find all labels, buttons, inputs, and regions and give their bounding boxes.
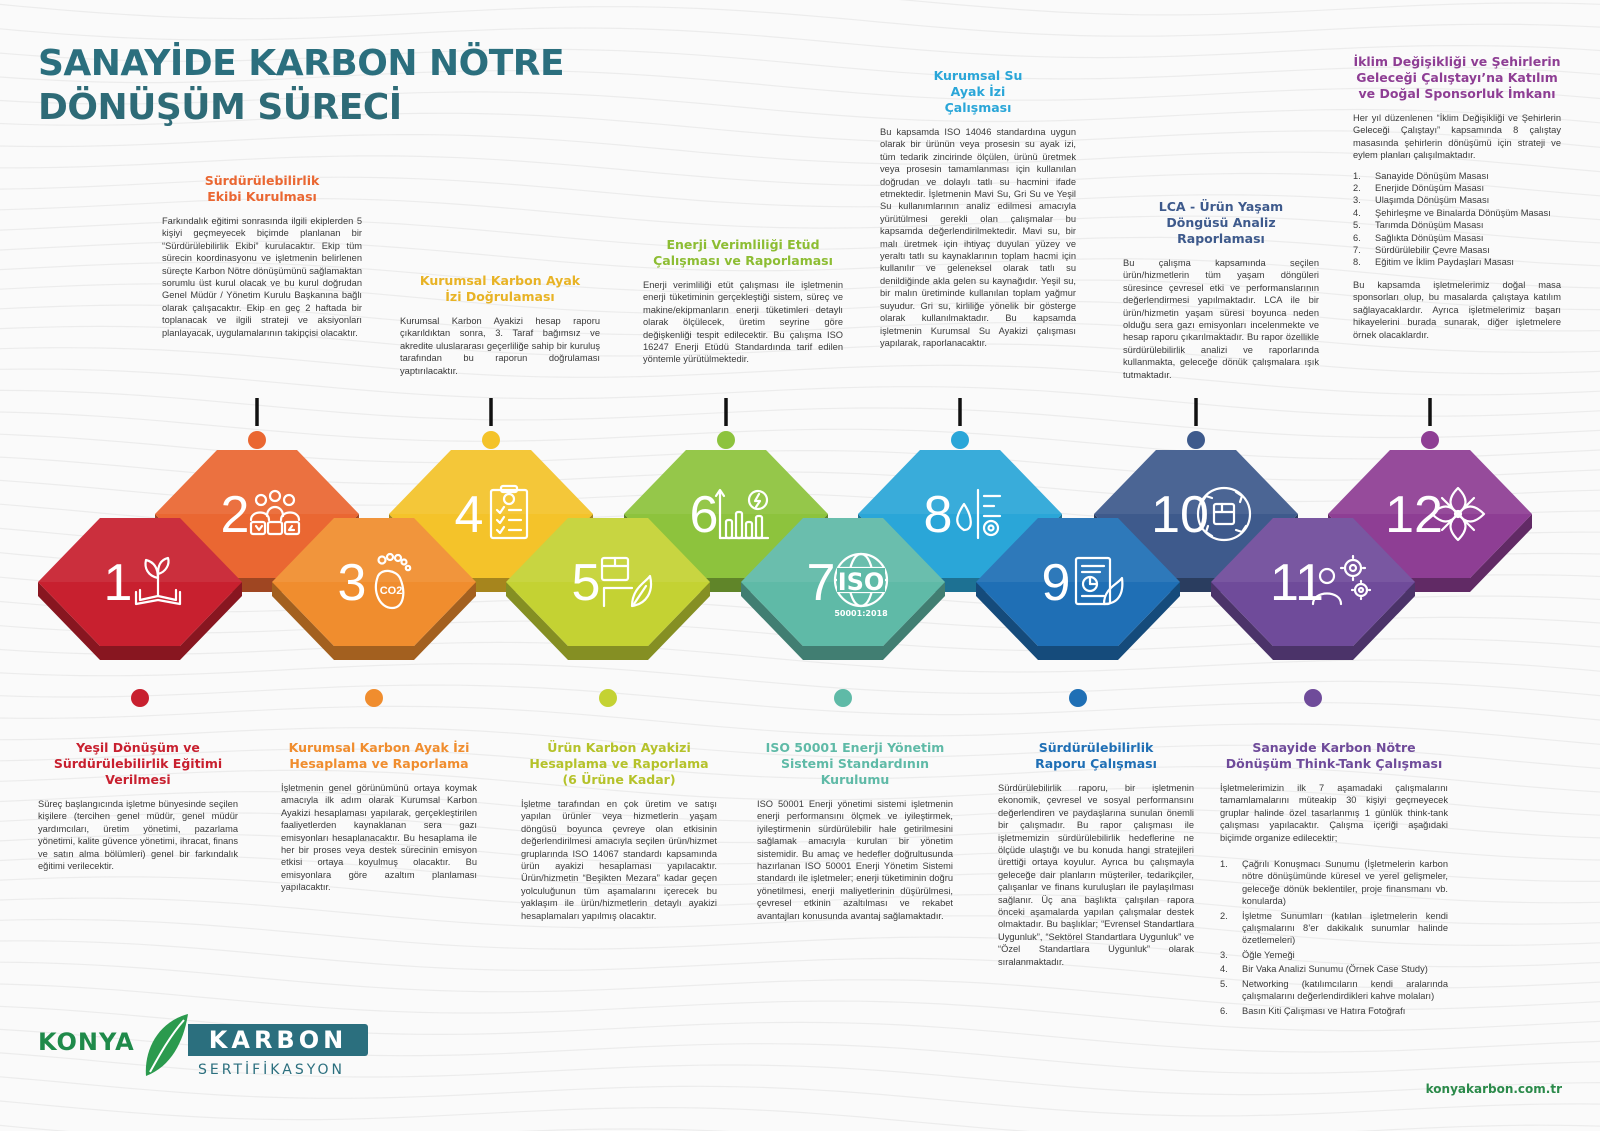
- step-1-body: Süreç başlangıcında işletme bünyesinde seçilen kişilere (tercihen genel müdür, genel müdür yardımcıları, üretim yönetimi, pazarlama yönetimi, kalite güvence yönetimi, ihracat, finans ve satın alma bölümleri) genel bir farkındalık eğitimi verilecektir.: [38, 799, 238, 872]
- list-item-number: 2.: [1220, 910, 1228, 921]
- list-item-number: 6.: [1220, 1005, 1228, 1016]
- list-item-text: İşletme Sunumları (katılan işletmelerin kendi çalışmalarını 8’er dakikalık sunumlar halinde özetlemeleri): [1242, 910, 1448, 946]
- svg-text:CO2: CO2: [379, 585, 403, 597]
- list-item-number: 3.: [1353, 195, 1361, 206]
- step-1-title: Yeşil Dönüşüm ve Sürdürülebilirlik Eğitimi Verilmesi: [53, 740, 223, 787]
- connector-dot: [717, 431, 735, 449]
- step-11-title: Sanayide Karbon Nötre Dönüşüm Think-Tank Çalışması: [1225, 740, 1443, 771]
- step-9-number: 9: [1041, 554, 1071, 612]
- list-item-number: 7.: [1353, 245, 1361, 256]
- list-item-text: Sanayide Dönüşüm Masası: [1375, 170, 1489, 181]
- list-item-text: Eğitim ve İklim Paydaşları Masası: [1375, 257, 1514, 268]
- list-item: [1220, 910, 1448, 947]
- list-item: [1353, 170, 1561, 182]
- logo-karbon-text: KARBON: [188, 1024, 368, 1056]
- step-4-number: 4: [454, 486, 484, 544]
- list-item: [1220, 1005, 1448, 1017]
- step-7-body: ISO 50001 Enerji yönetimi sistemi işletmenin enerji performansını ölçmek ve iyileştirmek, iyileştirmenin sürdürülebilir hale getirilmesini sağlamak amacıyla kurulan bir yönetim sistemidir. Bu amaç ve hedefler doğrultusunda hazırlanan ISO 50001 Enerji Yönetim Sistemi standardı ile işletmeler; enerji tüketiminin doğru yönetilmesi, enerji maliyetlerinin düşürülmesi, çevresel etkinin azaltılması ve rekabet avantajları konusunda avantaj sağlamaktadır.: [757, 799, 953, 921]
- connector-dot: [599, 689, 617, 707]
- list-item-text: Şehirleşme ve Binalarda Dönüşüm Masası: [1375, 207, 1551, 218]
- step-7-number: 7: [806, 554, 836, 612]
- step-11-card: [1220, 740, 1448, 1019]
- connector-dot: [951, 431, 969, 449]
- title-line-1: SANAYİDE KARBON NÖTRE: [38, 43, 565, 84]
- step-2-number: 2: [220, 486, 250, 544]
- list-item-number: 8.: [1353, 257, 1361, 268]
- step-9-title: Sürdürülebilirlik Raporu Çalışması: [1035, 740, 1157, 771]
- connector-dot: [248, 431, 266, 449]
- step-9-body: Sürdürülebilirlik raporu, bir işletmenin ekonomik, çevresel ve sosyal performansını değerlendiren ve paydaşlarına sunulan önemli bir çalışmadır. Bu rapor çalışması ile işletmemizin sürdürülebilirlik hedeflerine ne ölçüde ulaştığı ve bu konuda hangi stratejileri ürettiği ortaya koyulur. Ayrıca bu çalışmayla geleceğe dair planların müşteriler, tedarikçiler, çalışanlar ve finans kuruluşları ile paylaşılması sağlanır. Üç ana başlıkta çalışılan rapora önceki aşamalarda yapılan çalışmalar destek olmaktadır. Bu başlıklar; “Evrensel Standartlara Uygunluk”, “Sektörel Standartlara Uygunluk” ve “Özel Standartlara Uygunluk” olarak sıralanmaktadır.: [998, 783, 1194, 967]
- step-3-body: İşletmenin genel görünümünü ortaya koymak amacıyla ilk adım olarak Kurumsal Karbon Ayakizi hesaplaması yapılarak, gerçekleştirilen faaliyetlerden kaynaklanan sera gazı emisyonları hesaplanacaktır. Bu hesaplama ile her bir proses veya destek sürecinin emisyon etkisi ortaya koyulmuş olacaktır. Bu emisyonlara göre azaltım planlaması yapılacaktır.: [281, 783, 477, 893]
- step-5-body: İşletme tarafından en çok üretim ve satışı yapılan ürünler veya hizmetlerin yaşam döngüsü boyunca çevreye olan etkisinin değerlendirilmesi amacıyla seçilen ürün/hizmet gruplarında ISO 14067 standardı kapsamında ürün ayakizi hesaplaması yapılacaktır. Ürün/hizmetin “Beşikten Mezara” kadar geçen yolculuğunun tüm aşamalarını içerecek bu yaklaşım ile ürün/hizmetlerin detaylı ayakizi hesaplamaları yapılmış olacaktır.: [521, 799, 717, 921]
- iso-label: ISO: [837, 568, 885, 596]
- step-2-title: Sürdürülebilirlik Ekibi Kurulması: [204, 173, 320, 204]
- step-3-number: 3: [337, 554, 367, 612]
- list-item: [1220, 949, 1448, 961]
- list-item: [1353, 244, 1561, 256]
- step-5-title: Ürün Karbon Ayakizi Hesaplama ve Raporlama (6 Ürüne Kadar): [529, 740, 709, 787]
- step-7-title: ISO 50001 Enerji Yönetim Sistemi Standardının Kurulumu: [765, 740, 945, 787]
- list-item-number: 6.: [1353, 232, 1361, 243]
- step-2-body: Farkındalık eğitimi sonrasında ilgili ekiplerden 5 kişiyi geçmeyecek biçimde planlanan bir “Sürdürülebilirlik Ekibi” kurulacaktır. Ekip tüm sürecin koordinasyonu ve işletmenin belirlenen süreçte Karbon Nötre dönüşümünü sağlamaktan sorumlu üst kurul olacak ve bu kurul doğrudan Genel Müdür / Yönetim Kurulu Başkanına bağlı olarak çalışacaktır. Ekip en geç 2 haftada bir toplanacak ve ilgili strateji ve aksiyonları planlayacak, uygulamalarının takipçisi olacaktır.: [162, 216, 363, 338]
- list-item-number: 5.: [1220, 978, 1228, 989]
- list-item-number: 5.: [1353, 220, 1361, 231]
- title-line-2: DÖNÜŞÜM SÜRECİ: [38, 87, 402, 128]
- connector-dot: [1421, 431, 1439, 449]
- list-item: [1353, 182, 1561, 194]
- step-11-number: 11: [1270, 554, 1324, 612]
- step-12-number: 12: [1385, 486, 1443, 544]
- list-item-text: Ulaşımda Dönüşüm Masası: [1375, 195, 1490, 206]
- list-item-number: 1.: [1353, 170, 1361, 181]
- list-item-text: Sağlıkta Dönüşüm Masası: [1375, 232, 1484, 243]
- list-item: [1220, 858, 1448, 908]
- step-3-card: [281, 740, 477, 894]
- step-1-card: [38, 740, 238, 872]
- step-6-card: [643, 237, 843, 366]
- list-item-number: 3.: [1220, 949, 1228, 960]
- step-9-card: [998, 740, 1194, 968]
- list-item-text: Networking (katılımcıların kendi aralarında çalışmalarını değerlendirdikleri kahve molaları): [1242, 978, 1448, 1002]
- step-12-card: [1353, 54, 1561, 341]
- iso-sublabel: 50001:2018: [834, 609, 888, 618]
- step-2-card: [162, 173, 362, 339]
- list-item: [1353, 194, 1561, 206]
- list-item: [1220, 978, 1448, 1003]
- step-12-table-list: [1353, 170, 1561, 269]
- step-10-number: 10: [1151, 486, 1209, 544]
- logo-sertifikasyon-text: SERTİFİKASYON: [198, 1062, 345, 1078]
- list-item-text: Bir Vaka Analizi Sunumu (Örnek Case Study): [1242, 964, 1428, 975]
- list-item: [1220, 963, 1448, 975]
- list-item-number: 2.: [1353, 183, 1361, 194]
- step-10-title: LCA - Ürün Yaşam Döngüsü Analiz Raporlaması: [1158, 199, 1284, 246]
- list-item-text: Enerjide Dönüşüm Masası: [1375, 183, 1485, 194]
- leaf-icon: [136, 1010, 196, 1080]
- list-item-text: Sürdürülebilir Çevre Masası: [1375, 245, 1490, 256]
- list-item-number: 4.: [1353, 207, 1361, 218]
- website-link[interactable]: konyakarbon.com.tr: [1425, 1082, 1562, 1096]
- logo-konya-text: KONYA: [38, 1028, 135, 1056]
- step-10-card: [1123, 199, 1319, 381]
- step-8-number: 8: [923, 486, 953, 544]
- list-item-text: Basın Kiti Çalışması ve Hatıra Fotoğrafı: [1242, 1005, 1406, 1016]
- connector-dot: [482, 431, 500, 449]
- connector-dot: [834, 689, 852, 707]
- connector-dot: [131, 689, 149, 707]
- list-item-number: 4.: [1220, 964, 1228, 975]
- step-5-card: [521, 740, 717, 922]
- step-7-card: [757, 740, 953, 922]
- list-item: [1353, 232, 1561, 244]
- list-item: [1353, 256, 1561, 268]
- step-12-outro: Bu kapsamda işletmelerimiz doğal masa sponsorları olup, bu masalarda çalıştaya katılım sağlayacaklardır. Ayrıca işletmelerimiz başarı hikayelerini burada sunarak, diğer işletmelere örnek olacaklardır.: [1353, 279, 1561, 340]
- konya-karbon-logo: [38, 1010, 348, 1090]
- step-4-body: Kurumsal Karbon Ayakizi hesap raporu çıkarıldıktan sonra, 3. Taraf bağımsız ve akredite uluslararası geçerliliğe sahip bir kuruluş tarafından bu raporun doğrulaması yaptırılacaktır.: [400, 316, 600, 376]
- step-11-agenda-list: [1220, 858, 1448, 1017]
- list-item-number: 1.: [1220, 859, 1228, 870]
- step-8-title: Kurumsal Su Ayak İzi Çalışması: [933, 68, 1023, 115]
- connector-dot: [1304, 689, 1322, 707]
- step-6-number: 6: [689, 486, 719, 544]
- list-item: [1353, 207, 1561, 219]
- step-8-body: Bu kapsamda ISO 14046 standardına uygun olarak bir ürünün veya prosesin su ayak izi, tüm tedarik zincirinde ölçülen, ürünü üretmek veya prosesin tamamlanması için kullanılan doğrudan ve dolaylı tatlı su hacmini ifade etmektedir. İşletmenin Mavi Su, Gri Su ve Yeşil Su kullanımlarının analiz edilmesi amacıyla yürütülmesi gerekli olan çalışmalar bu kapsamda değerlendirilmektedir. Mavi su, bir malı üretmek için ihtiyaç duyulan yüzey ve yeraltı tatlı su kaynaklarının toplam hacmi için kullanılır ve geleneksel olarak tatlı su denildiğinde akla gelen su kaynağıdır. Yeşil su, bir malın üretiminde kullanılan toplam yağmur suyudur. Gri su, kirliliğe yönelik bir gösterge olarak kullanılmaktadır. Bu kapsamda işletmenin Kurumsal Su Ayakizi çalışması yapılarak, raporlanacaktır.: [880, 127, 1076, 348]
- step-11-intro: İşletmelerimizin ilk 7 aşamadaki çalışmalarını tamamlamalarını müteakip 30 kişiyi geçmeyecek gruplar halinde özel tasarlanmış 1 günlük think-tank çalışması yapılacaktır. Çalışma içeriği aşağıdaki biçimde organize edilecektir;: [1220, 783, 1448, 843]
- step-6-body: Enerji verimliliği etüt çalışması ile işletmenin enerji tüketiminin gerçekleştiği sistem, süreç ve makine/ekipmanların enerji tüketimleri detaylı olarak ölçülecek, üretim seyrine göre değişkenliği tespit edilecektir. Bu çalışma ISO 16247 Enerji Etüdü Standardında tarif edilen yöntemle yürütülmektedir.: [643, 280, 843, 365]
- list-item: [1353, 219, 1561, 231]
- step-4-card: [400, 273, 600, 377]
- step-10-body: Bu çalışma kapsamında seçilen ürün/hizmetlerin tüm yaşam döngüleri süresince çevresel etki ve performanslarının değerlendirmesi yapılmaktadır. LCA ile bir ürün/hizmetin yaşam süresi boyunca neden olduğu sera gazı emisyonları incelenmekte ve hesap raporu çıkarılmaktadır. Bu rapor özellikle sürdürülebilirlik analizi ve raporlarında kullanmakta, geleceğe dönük çalışmalara ışık tutmaktadır.: [1123, 258, 1319, 380]
- step-6-title: Enerji Verimliliği Etüd Çalışması ve Raporlaması: [653, 237, 833, 268]
- step-3-title: Kurumsal Karbon Ayak İzi Hesaplama ve Raporlama: [288, 740, 470, 771]
- connector-dot: [1187, 431, 1205, 449]
- list-item-text: Öğle Yemeği: [1242, 949, 1295, 960]
- list-item-text: Çağrılı Konuşmacı Sunumu (İşletmelerin karbon nötre dönüşümünde küresel ve yerel gelişmeler, geleceğe dönük beklentiler, proje finansmanı vb. konularda): [1242, 859, 1448, 907]
- connector-dot: [365, 689, 383, 707]
- step-12-title: İklim Değişikliği ve Şehirlerin Geleceği Çalıştayı’na Katılım ve Doğal Sponsorluk İmkanı: [1353, 54, 1561, 101]
- connector-dot: [1069, 689, 1087, 707]
- step-1-number: 1: [103, 554, 133, 612]
- list-item-text: Tarımda Dönüşüm Masası: [1375, 220, 1484, 231]
- step-4-title: Kurumsal Karbon Ayak İzi Doğrulaması: [419, 273, 581, 304]
- step-12-intro: Her yıl düzenlenen “İklim Değişikliği ve Şehirlerin Geleceği Çalıştayı” kapsamında 8 çalıştay masasında şehirlerin dönüşümü için strateji ve eylem planları çalışılmaktadır.: [1353, 113, 1561, 161]
- step-8-card: [880, 68, 1076, 349]
- step-5-number: 5: [571, 554, 601, 612]
